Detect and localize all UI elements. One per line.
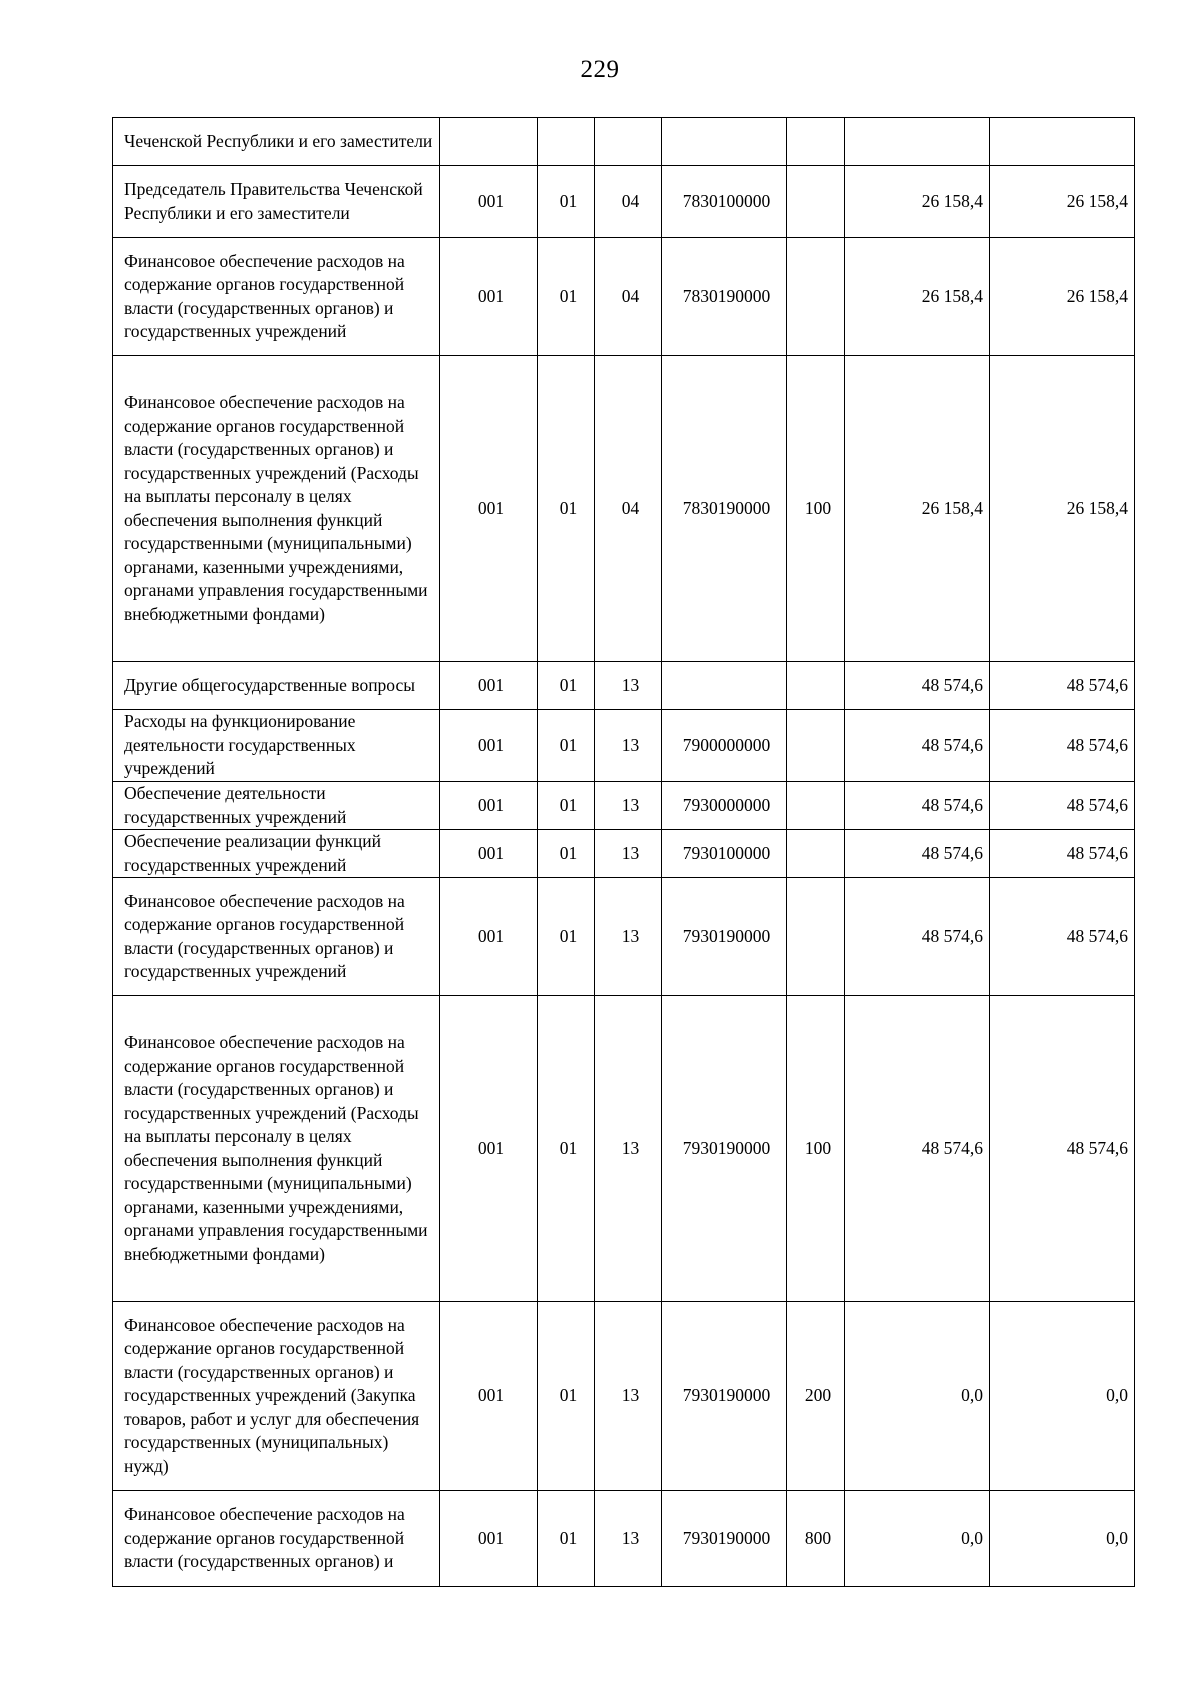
vr-cell: 200 [787,1302,845,1491]
pr-cell: 13 [595,710,662,782]
table-row [113,1302,1135,1491]
row-name-cell: Финансовое обеспечение расходов на содержание органов государственной власти (государственных органов) и государственных учреждений [113,878,440,996]
sum-year2-cell: 0,0 [990,1302,1135,1491]
vr-cell [787,878,845,996]
sum-year1-cell: 48 574,6 [845,830,990,878]
row-name-cell: Финансовое обеспечение расходов на содержание органов государственной власти (государственных органов) и государственных учреждений (Расходы на выплаты персоналу в целях обеспечения выполнения функций государственными (муниципальными) органами, казенными учреждениями, органами управления государственными внебюджетными фондами) [113,996,440,1302]
row-name-cell: Финансовое обеспечение расходов на содержание органов государственной власти (государственных органов) и государственных учреждений (Расходы на выплаты персоналу в целях обеспечения выполнения функций государственными (муниципальными) органами, казенными учреждениями, органами управления государственными внебюджетными фондами) [113,356,440,662]
table-row [113,996,1135,1302]
vr-cell [787,662,845,710]
sum-year2-cell: 48 574,6 [990,662,1135,710]
csr-cell: 7930190000 [662,1302,787,1491]
vr-cell [787,118,845,166]
csr-cell: 7830190000 [662,356,787,662]
sum-year1-cell [845,118,990,166]
pr-cell: 13 [595,782,662,830]
table-row [113,662,1135,710]
sum-year1-cell: 0,0 [845,1302,990,1491]
rz-cell: 01 [538,1491,595,1587]
csr-cell: 7930190000 [662,996,787,1302]
pr-cell: 13 [595,662,662,710]
gr-cell: 001 [440,782,538,830]
gr-cell: 001 [440,166,538,238]
table-row [113,118,1135,166]
gr-cell: 001 [440,356,538,662]
rz-cell: 01 [538,356,595,662]
vr-cell [787,710,845,782]
sum-year1-cell: 0,0 [845,1491,990,1587]
table-row [113,830,1135,878]
pr-cell: 13 [595,1302,662,1491]
vr-cell [787,782,845,830]
table-row [113,710,1135,782]
sum-year1-cell: 48 574,6 [845,782,990,830]
pr-cell: 13 [595,830,662,878]
gr-cell: 001 [440,996,538,1302]
vr-cell [787,166,845,238]
pr-cell: 13 [595,878,662,996]
table-row [113,1491,1135,1587]
rz-cell: 01 [538,710,595,782]
sum-year1-cell: 48 574,6 [845,996,990,1302]
csr-cell: 7930000000 [662,782,787,830]
table-row [113,166,1135,238]
gr-cell: 001 [440,1302,538,1491]
sum-year1-cell: 26 158,4 [845,238,990,356]
rz-cell [538,118,595,166]
row-name-cell: Председатель Правительства Чеченской Республики и его заместители [113,166,440,238]
table-row [113,238,1135,356]
vr-cell: 100 [787,356,845,662]
gr-cell: 001 [440,1491,538,1587]
sum-year2-cell: 26 158,4 [990,356,1135,662]
csr-cell: 7900000000 [662,710,787,782]
rz-cell: 01 [538,662,595,710]
row-name-cell: Финансовое обеспечение расходов на содержание органов государственной власти (государственных органов) и государственных учреждений [113,238,440,356]
vr-cell [787,238,845,356]
sum-year2-cell: 48 574,6 [990,996,1135,1302]
csr-cell: 7830100000 [662,166,787,238]
row-name-cell: Чеченской Республики и его заместители [113,118,440,166]
sum-year1-cell: 48 574,6 [845,878,990,996]
pr-cell: 04 [595,238,662,356]
sum-year2-cell: 48 574,6 [990,710,1135,782]
gr-cell: 001 [440,710,538,782]
pr-cell: 04 [595,356,662,662]
row-name-cell: Другие общегосударственные вопросы [113,662,440,710]
page-number: 229 [580,56,620,83]
rz-cell: 01 [538,782,595,830]
row-name-cell: Обеспечение реализации функций государственных учреждений [113,830,440,878]
rz-cell: 01 [538,996,595,1302]
sum-year1-cell: 48 574,6 [845,662,990,710]
table-row [113,878,1135,996]
csr-cell: 7830190000 [662,238,787,356]
rz-cell: 01 [538,238,595,356]
pr-cell: 13 [595,996,662,1302]
csr-cell [662,118,787,166]
csr-cell [662,662,787,710]
gr-cell: 001 [440,238,538,356]
vr-cell [787,830,845,878]
pr-cell: 04 [595,166,662,238]
sum-year2-cell: 26 158,4 [990,166,1135,238]
rz-cell: 01 [538,166,595,238]
sum-year2-cell: 26 158,4 [990,238,1135,356]
gr-cell: 001 [440,662,538,710]
row-name-cell: Финансовое обеспечение расходов на содержание органов государственной власти (государственных органов) и [113,1491,440,1587]
sum-year2-cell: 0,0 [990,1491,1135,1587]
sum-year2-cell: 48 574,6 [990,782,1135,830]
sum-year1-cell: 26 158,4 [845,356,990,662]
gr-cell: 001 [440,878,538,996]
row-name-cell: Обеспечение деятельности государственных учреждений [113,782,440,830]
sum-year1-cell: 26 158,4 [845,166,990,238]
row-name-cell: Расходы на функционирование деятельности государственных учреждений [113,710,440,782]
pr-cell: 13 [595,1491,662,1587]
vr-cell: 100 [787,996,845,1302]
table-row [113,356,1135,662]
sum-year2-cell [990,118,1135,166]
csr-cell: 7930100000 [662,830,787,878]
rz-cell: 01 [538,830,595,878]
gr-cell [440,118,538,166]
gr-cell: 001 [440,830,538,878]
sum-year2-cell: 48 574,6 [990,878,1135,996]
rz-cell: 01 [538,878,595,996]
pr-cell [595,118,662,166]
table-row [113,782,1135,830]
csr-cell: 7930190000 [662,1491,787,1587]
budget-table [112,117,1135,1587]
vr-cell: 800 [787,1491,845,1587]
sum-year1-cell: 48 574,6 [845,710,990,782]
sum-year2-cell: 48 574,6 [990,830,1135,878]
csr-cell: 7930190000 [662,878,787,996]
row-name-cell: Финансовое обеспечение расходов на содержание органов государственной власти (государственных органов) и государственных учреждений (Закупка товаров, работ и услуг для обеспечения государственных (муниципальных) нужд) [113,1302,440,1491]
rz-cell: 01 [538,1302,595,1491]
